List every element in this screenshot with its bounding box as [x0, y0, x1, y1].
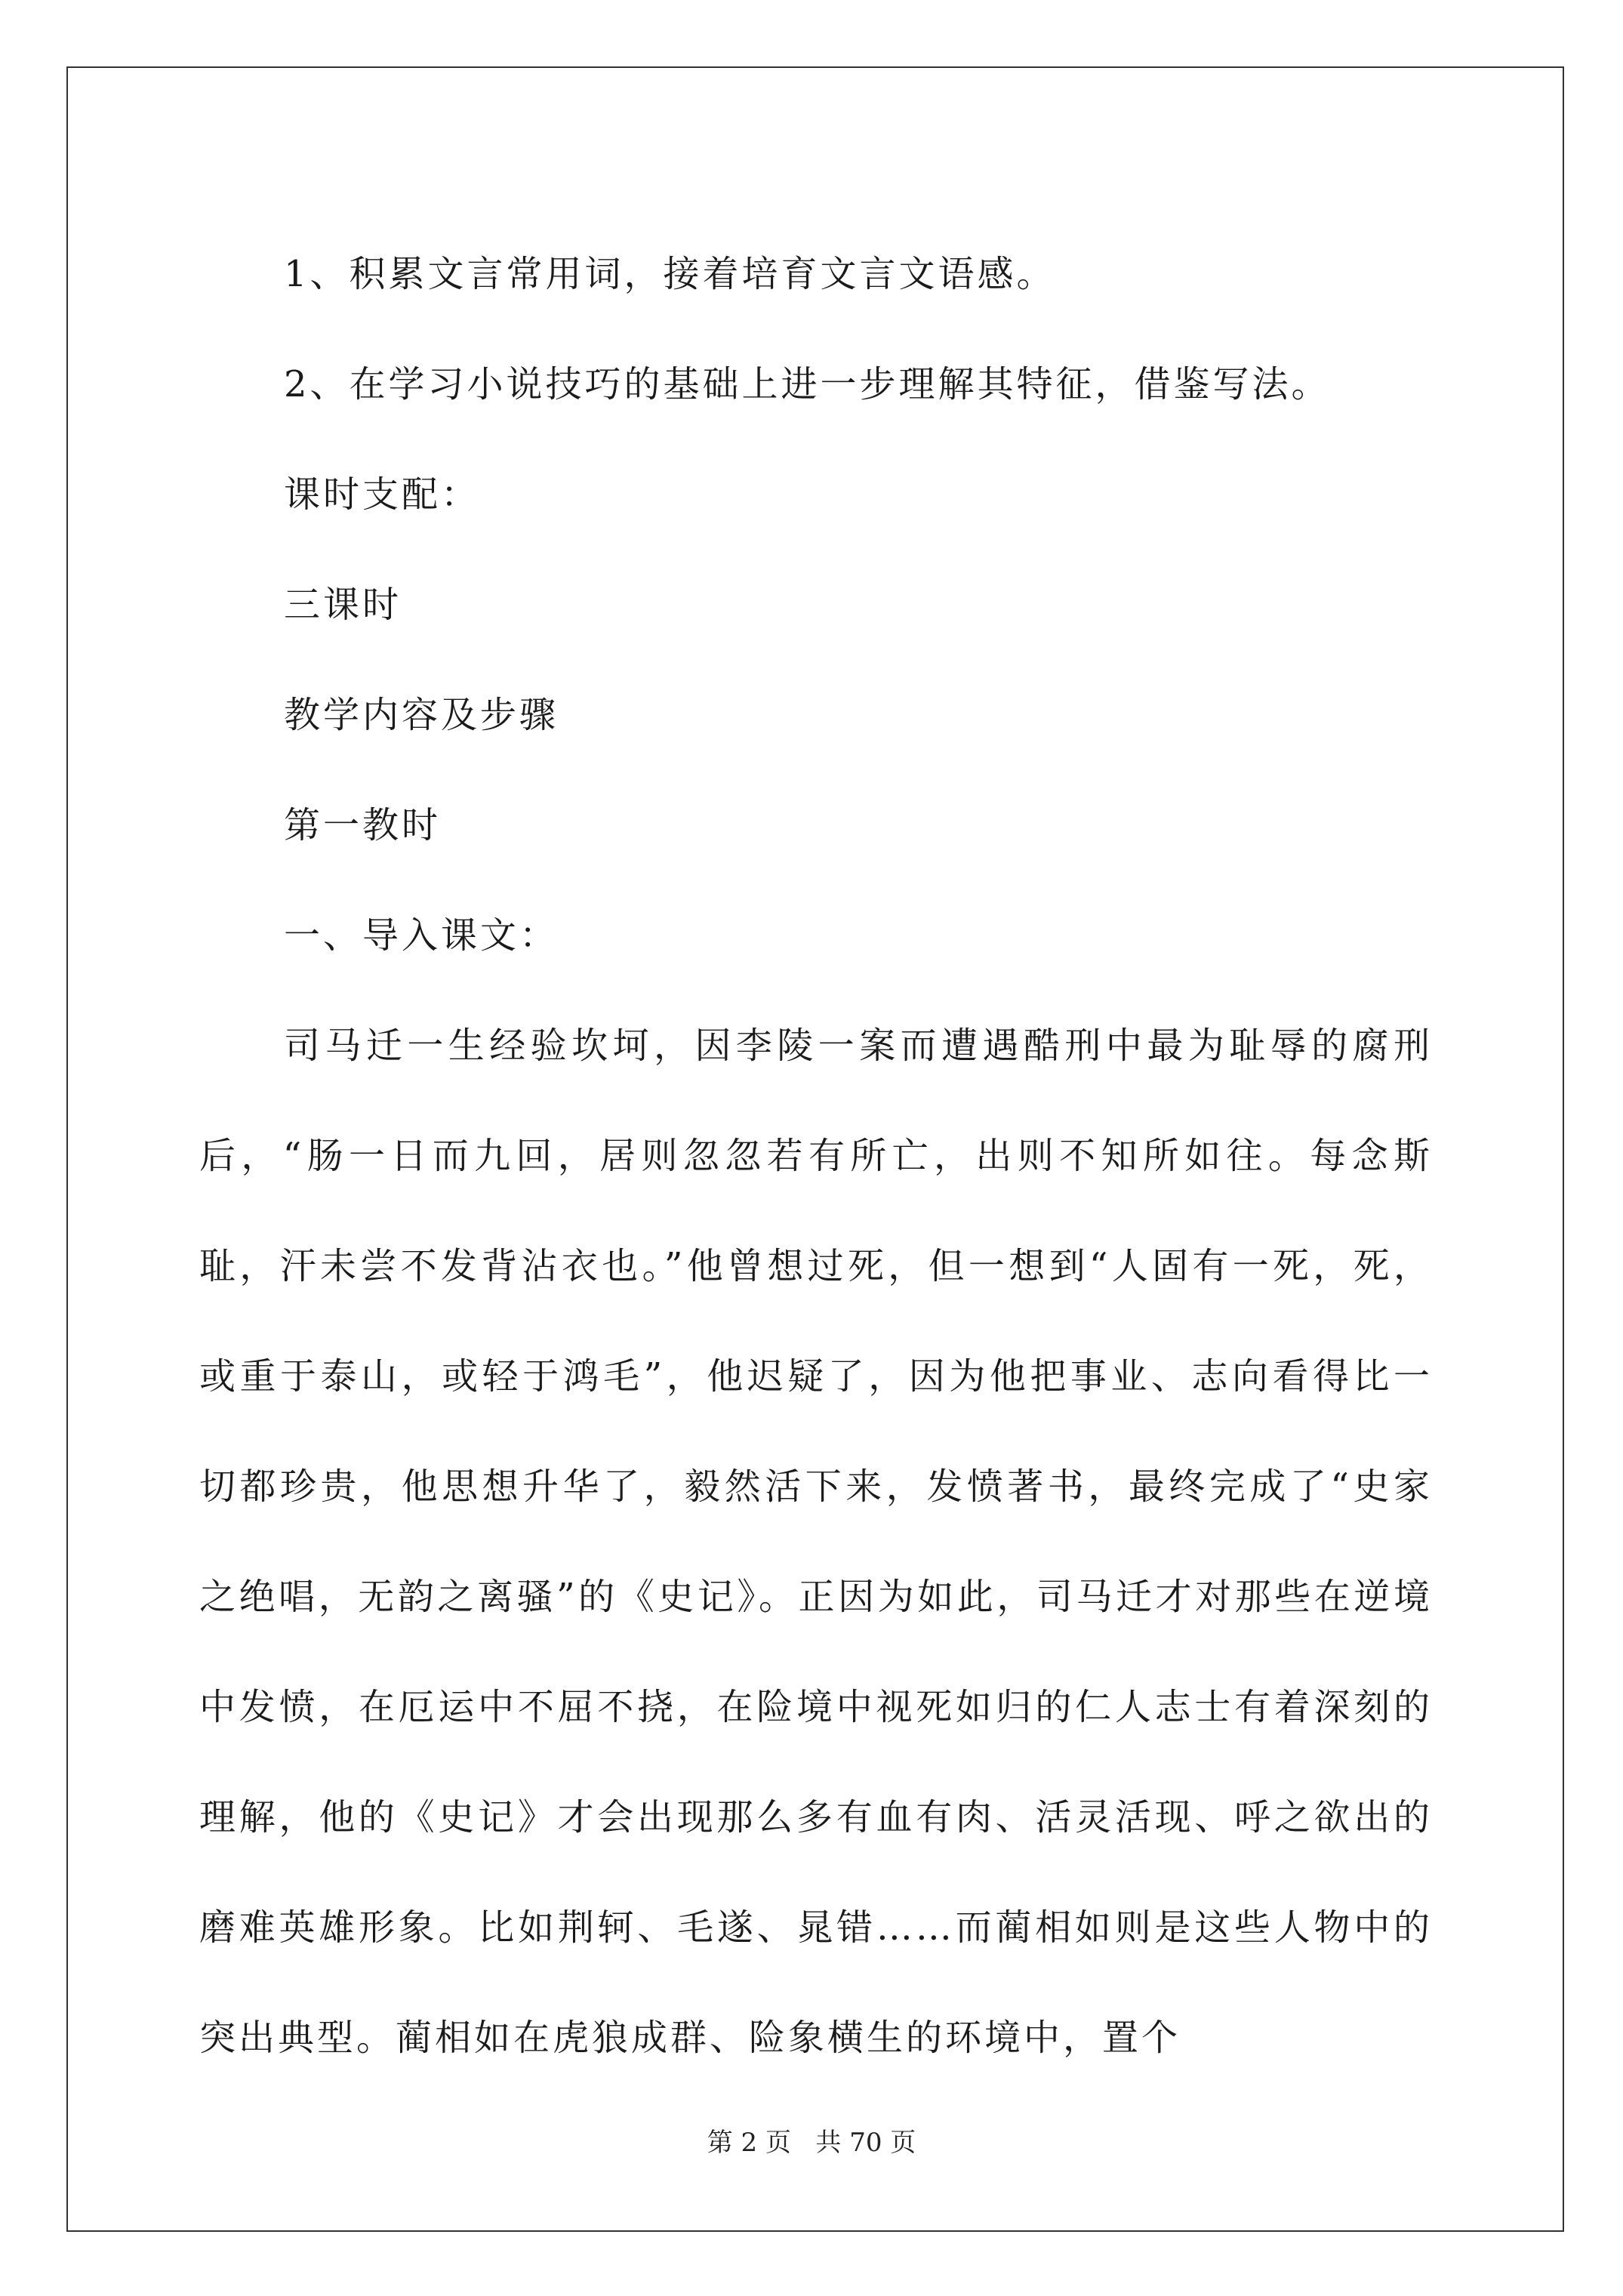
paragraph-content-heading: 教学内容及步骤 [284, 694, 559, 736]
paragraph-body-text: 司马迁一生经验坎坷，因李陵一案而遭遇酷刑中最为耻辱的腐刑后，“肠一日而九回，居则忽忽若有所亡，出则不知所如往。每念斯耻，汗未尝不发背沾衣也。”他曾想过死，但一想到“人固有一死，死，或重于泰山，或轻于鸿毛”，他迟疑了，因为他把事业、志向看得比一切都珍贵，他思想升华了，毅然活下来，发愤著书，最终完成了“史家之绝唱，无韵之离骚”的《史记》。正因为如此，司马迁才对那些在逆境中发愤，在厄运中不屈不挠，在险境中视死如归的仁人志士有着深刻的理解，他的《史记》才会出现那么多有血有肉、活灵活现、呼之欲出的磨难英雄形象。比如荆轲、毛遂、晁错……而蔺相如则是这些人物中的突出典型。蔺相如在虎狼成群、险象横生的环境中，置个 [199, 1025, 1433, 2059]
document-body [199, 219, 1433, 2093]
paragraph-objective-2: 2、在学习小说技巧的基础上进一步理解其特征，借鉴写法。 [284, 363, 1331, 405]
page-footer [0, 2128, 1623, 2158]
paragraph-schedule-heading: 课时支配： [284, 473, 481, 516]
page-number: 第 2 页 [707, 2128, 791, 2158]
paragraph-lesson-one: 第一教时 [284, 804, 442, 846]
paragraph-schedule-value: 三课时 [284, 584, 402, 626]
page-total: 共 70 页 [815, 2128, 916, 2158]
paragraph-section-intro: 一、导入课文： [284, 914, 559, 957]
paragraph-objective-1: 1、积累文言常用词，接着培育文言文语感。 [284, 253, 1056, 295]
footer-gap [791, 2128, 815, 2158]
